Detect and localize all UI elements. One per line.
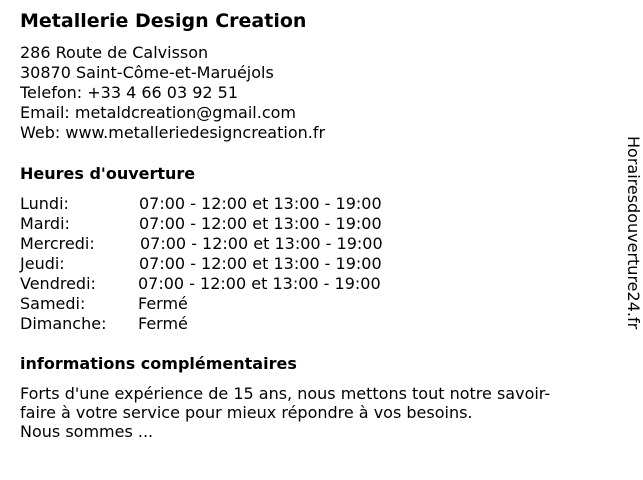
- description-line: faire à votre service pour mieux répondre à vos besoins.: [20, 403, 473, 422]
- email-address: Email: metaldcreation@gmail.com: [20, 103, 296, 122]
- business-name: Metallerie Design Creation: [20, 10, 307, 32]
- day-label: Lundi:: [20, 194, 69, 213]
- watermark-text: Horairesdouverture24.fr: [624, 136, 643, 330]
- street-address: 286 Route de Calvisson: [20, 43, 209, 62]
- hours-value: 07:00 - 12:00 et 13:00 - 19:00: [139, 254, 382, 273]
- site-watermark: [624, 136, 643, 372]
- description-line: Nous sommes ...: [20, 422, 154, 441]
- hours-value: Fermé: [138, 294, 188, 313]
- website: Web: www.metalleriedesigncreation.fr: [20, 123, 326, 142]
- phone-number: Telefon: +33 4 66 03 92 51: [20, 83, 239, 102]
- contact-details: [20, 43, 325, 143]
- hours-value: Fermé: [138, 314, 188, 333]
- additional-info-heading: informations complémentaires: [20, 354, 297, 373]
- city-address: 30870 Saint-Côme-et-Maruéjols: [20, 63, 274, 82]
- day-label: Samedi:: [20, 294, 86, 313]
- opening-hours-heading: Heures d'ouverture: [20, 164, 196, 183]
- day-label: Jeudi:: [20, 254, 65, 273]
- description-line: Forts d'une expérience de 15 ans, nous mettons tout notre savoir-: [20, 384, 551, 403]
- day-label: Dimanche:: [20, 314, 107, 333]
- day-label: Vendredi:: [20, 274, 96, 293]
- additional-info-text: [20, 384, 610, 441]
- hours-value: 07:00 - 12:00 et 13:00 - 19:00: [140, 234, 383, 253]
- hours-value: 07:00 - 12:00 et 13:00 - 19:00: [138, 274, 381, 293]
- hours-value: 07:00 - 12:00 et 13:00 - 19:00: [139, 194, 382, 213]
- day-label: Mercredi:: [20, 234, 95, 253]
- hours-value: 07:00 - 12:00 et 13:00 - 19:00: [139, 214, 382, 233]
- day-label: Mardi:: [20, 214, 70, 233]
